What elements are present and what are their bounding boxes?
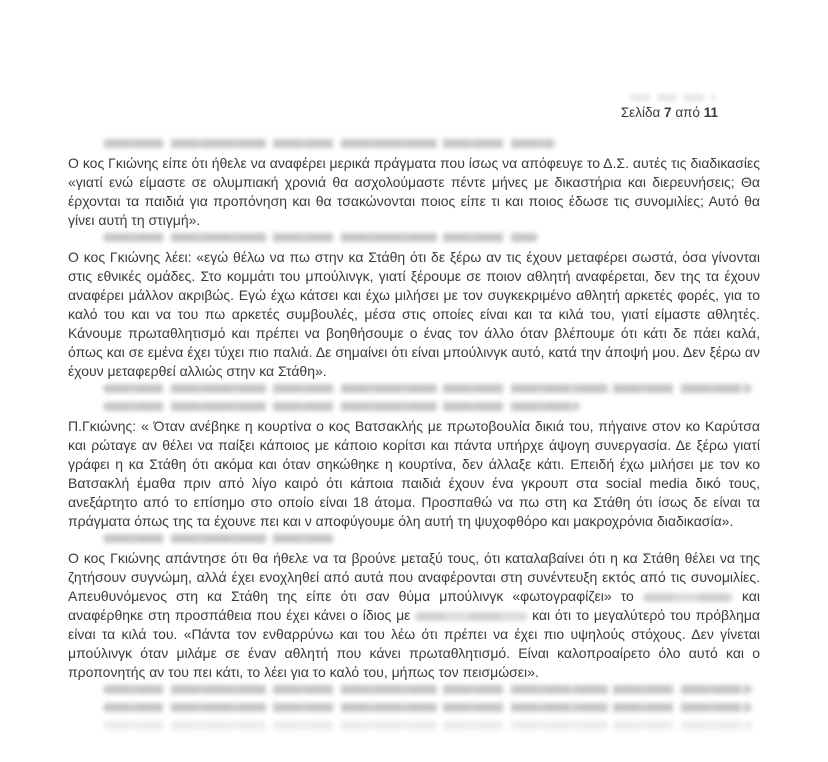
redacted-text-inline <box>415 612 527 621</box>
redacted-line <box>68 139 760 154</box>
redacted-line <box>68 703 760 718</box>
redacted-header-blur <box>630 94 716 101</box>
redacted-block <box>68 139 760 154</box>
redacted-line-blob <box>103 384 752 393</box>
redacted-block <box>68 384 760 417</box>
page-number-of-label: από <box>675 105 700 120</box>
redacted-block <box>68 233 760 248</box>
redacted-block <box>68 534 760 549</box>
redacted-block <box>68 685 760 736</box>
paragraph-text: και ότι το μεγαλύτερό του πρόβλημα είναι τα κιλά του. «Πάντα τον ενθαρρύνω και του λέω ότι πρέπει να έχει πιο υψηλούς στόχους. Δεν γίνεται μπούλινγκ όταν μιλάμε σε έναν αθλητή που κάνει πρωταθλητισμό. Είναι καλοπροαίρετο όλο αυτό και ο προπονητής αν του πει κάτι, το λέει για το καλό του, μήπως τον πεισμώσει». <box>68 607 760 680</box>
redacted-line-blob <box>103 685 752 694</box>
redacted-line <box>68 402 760 417</box>
paragraph <box>68 154 760 230</box>
paragraph <box>68 417 760 531</box>
paragraph-text: Π.Γκιώνης: « Όταν ανέβηκε η κουρτίνα ο κος Βατσακλής με πρωτοβουλία δικιά του, πήγαινε στον κο Καρύτσα και ρώταγε αν θέλει να παίξει κάποιος με κάποιο κορίτσι και πάντα υπήρχε άψογη συνεργασία. Δε ξέρω γιατί γράφει η κα Στάθη ότι ακόμα και όταν σηκώθηκε η κουρτίνα, δεν άλλαξε κάτι. Επειδή έχω μιλήσει με τον κο Βατσακλή έμαθα πριν από λίγο καιρό ότι κάποια παιδιά έχουν ένα γκρουπ στα social media δικό τους, ανεξάρτητο από το επίσημο στο οποίο είναι 18 άτομα. Προσπαθώ να πω στη κα Στάθη ότι ίσως δε είναι τα πράγματα όπως της τα έχουνε πει και ν αποφύγουμε όλη αυτή τη ψυχοφθόρο και μακροχρόνια διαδικασία». <box>68 418 760 529</box>
paragraph-text: Ο κος Γκιώνης είπε ότι ήθελε να αναφέρει μερικά πράγματα που ίσως να απόφευγε το Δ.Σ. αυτές τις διαδικασίες «γιατί ενώ είμαστε σε ολυμπιακή χρονιά θα ασχολούμαστε πέντε μήνες με δικαστήρια και διερευνήσεις; Θα έρχονται τα παιδιά για προπόνηση και θα τσακώνονται ποιος είπε τι και ποιος έδωσε τις συνομιλίες; Αυτό θα γίνει αυτή τη στιγμή». <box>68 155 760 228</box>
paragraph-text: Ο κος Γκιώνης λέει: «εγώ θέλω να πω στην κα Στάθη ότι δε ξέρω αν τις έχουν μεταφέρει σωστά, όσα γίνονται στις εθνικές ομάδες. Στο κομμάτι του μπούλινγκ, γιατί ξέρουμε σε ποιον αθλητή αναφέρεται, δεν της τα έχουν αναφέρει μάλλον ακριβώς. Εγώ έχω κάτσει και έχω μιλήσει με τον συγκεκριμένο αθλητή αρκετές φορές, για το καλό του και να του πω αρκετές συμβουλές, μέσα στις οποίες είναι και τα κιλά του, γιατί είμαστε αθλητές. Κάνουμε πρωταθλητισμό και πρέπει να βοηθήσουμε ο ένας τον άλλο όταν βλέπουμε ότι κάτι δε πάει καλά, όπως και σε εμένα έχει τύχει πιο παλιά. Δε σημαίνει ότι είναι μπούλινγκ αυτό, κατά την άποψή μου. Δεν ξέρω αν έχουν μεταφερθεί αλλιώς στην κα Στάθη». <box>68 249 760 379</box>
redacted-line <box>68 685 760 700</box>
paragraph-text: και αναφέρθηκε στη προσπάθεια που έχει κάνει ο ίδιος με <box>68 588 760 623</box>
page-number-current: 7 <box>664 105 672 120</box>
redacted-line <box>68 721 760 736</box>
redacted-line-blob <box>103 233 538 242</box>
redacted-text-inline <box>643 593 733 602</box>
paragraph <box>68 549 760 682</box>
redacted-line-blob <box>103 721 753 730</box>
document-body <box>68 136 760 736</box>
redacted-line <box>68 384 760 399</box>
page-number-total: 11 <box>703 105 718 120</box>
paragraph-text: Ο κος Γκιώνης απάντησε ότι θα ήθελε να τα βρούνε μεταξύ τους, ότι καταλαβαίνει ότι η κα Στάθη θέλει να της ζητήσουν συγνώμη, αλλά έχει ενοχληθεί από αυτά που αναφέρονται στη συνέντευξη εκτός από τις συνομιλίες. Απευθυνόμενος στη κα Στάθη της είπε ότι σαν θύμα μπούλινγκ «φωτογραφίζει» το <box>68 550 760 604</box>
redacted-line-blob <box>103 703 752 712</box>
page-number-label: Σελίδα <box>620 105 661 120</box>
page-number <box>621 104 718 122</box>
redacted-line-blob <box>103 139 555 148</box>
redacted-line-blob <box>103 534 335 543</box>
paragraph <box>68 248 760 381</box>
redacted-line-blob <box>103 402 580 411</box>
redacted-line <box>68 233 760 248</box>
redacted-line <box>68 534 760 549</box>
